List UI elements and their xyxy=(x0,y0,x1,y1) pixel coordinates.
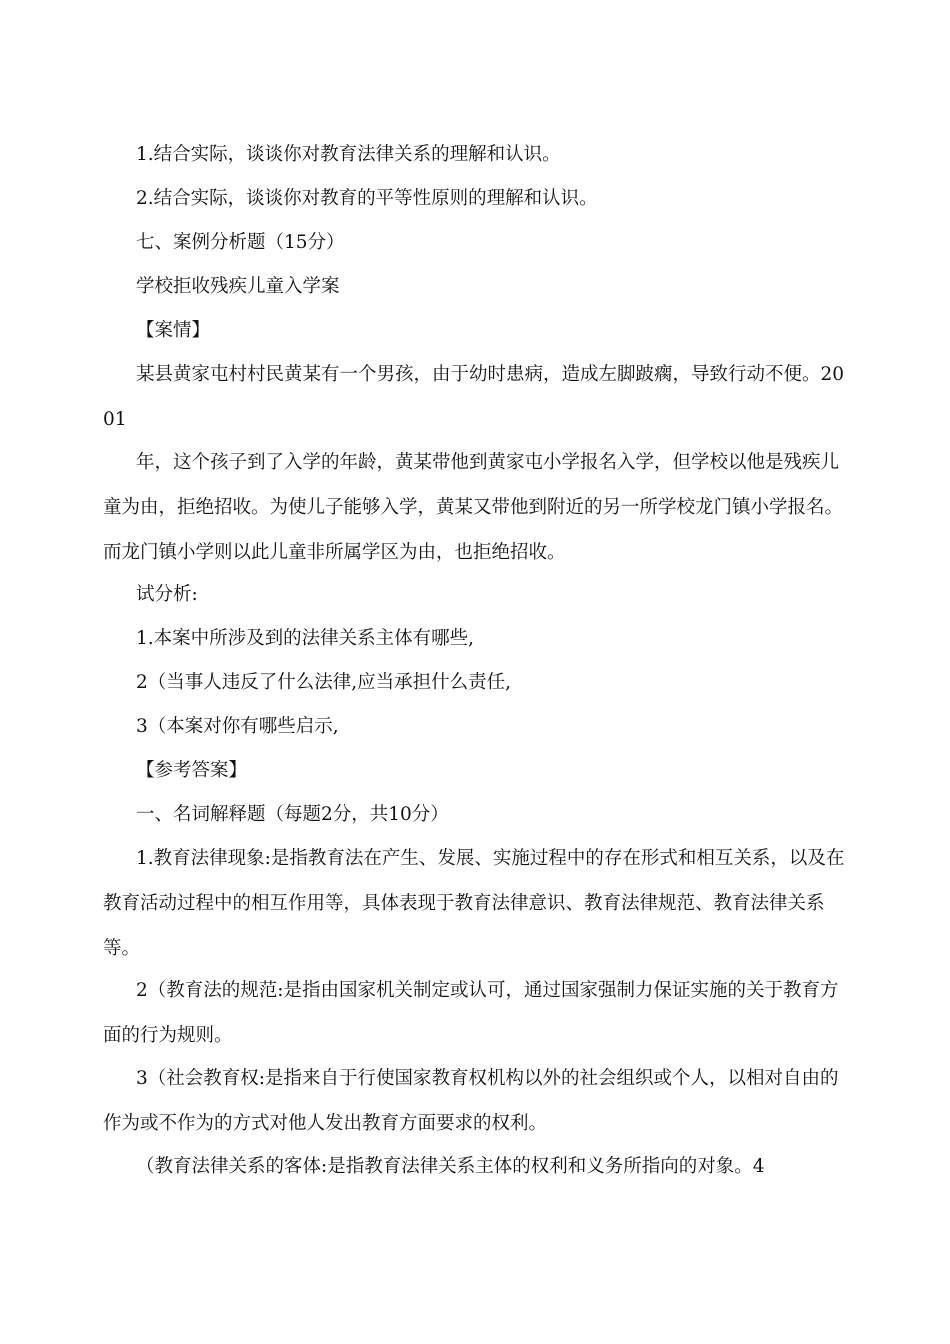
answer-2: 2（教育法的规范:是指由国家机关制定或认可，通过国家强制力保证实施的关于教育方面的行为规则。 xyxy=(103,980,839,1046)
analysis-question-1: 1.本案中所涉及到的法律关系主体有哪些, xyxy=(136,628,475,649)
analysis-question-3: 3（本案对你有哪些启示, xyxy=(136,716,339,737)
answer-1: 1.教育法律现象:是指教育法在产生、发展、实施过程中的存在形式和相互关系，以及在教育活动过程中的相互作用等，具体表现于教育法律意识、教育法律规范、教育法律关系等。 xyxy=(103,848,845,959)
reference-answer-heading: 【参考答案】 xyxy=(136,760,248,781)
question-2: 2.结合实际，谈谈你对教育的平等性原则的理解和认识。 xyxy=(136,188,598,209)
case-facts-text-2: 年，这个孩子到了入学的年龄，黄某带他到黄家屯小学报名入学，但学校以他是残疾儿童为由，拒绝招收。为使儿子能够入学，黄某又带他到附近的另一所学校龙门镇小学报名。而龙门镇小学则以此儿童非所属学区为由，也拒绝招收。 xyxy=(103,452,844,563)
answer-3: 3（社会教育权:是指来自于行使国家教育权机构以外的社会组织或个人，以相对自由的作为或不作为的方式对他人发出教育方面要求的权利。 xyxy=(103,1068,839,1134)
section-1-heading: 一、名词解释题（每题2分，共10分） xyxy=(136,804,449,825)
case-title: 学校拒收残疾儿童入学案 xyxy=(136,276,340,297)
case-facts-text-1: 某县黄家屯村村民黄某有一个男孩，由于幼时患病，造成左脚跛瘸，导致行动不便。2001 xyxy=(103,364,845,430)
analysis-question-2: 2（当事人违反了什么法律,应当承担什么责任, xyxy=(136,672,512,693)
answer-4: （教育法律关系的客体:是指教育法律关系主体的权利和义务所指向的对象。4 xyxy=(136,1156,765,1177)
section-7-heading: 七、案例分析题（15分） xyxy=(136,232,345,253)
case-facts-heading: 【案情】 xyxy=(136,320,211,341)
question-1: 1.结合实际，谈谈你对教育法律关系的理解和认识。 xyxy=(136,144,561,165)
analysis-prompt: 试分析: xyxy=(136,584,198,605)
